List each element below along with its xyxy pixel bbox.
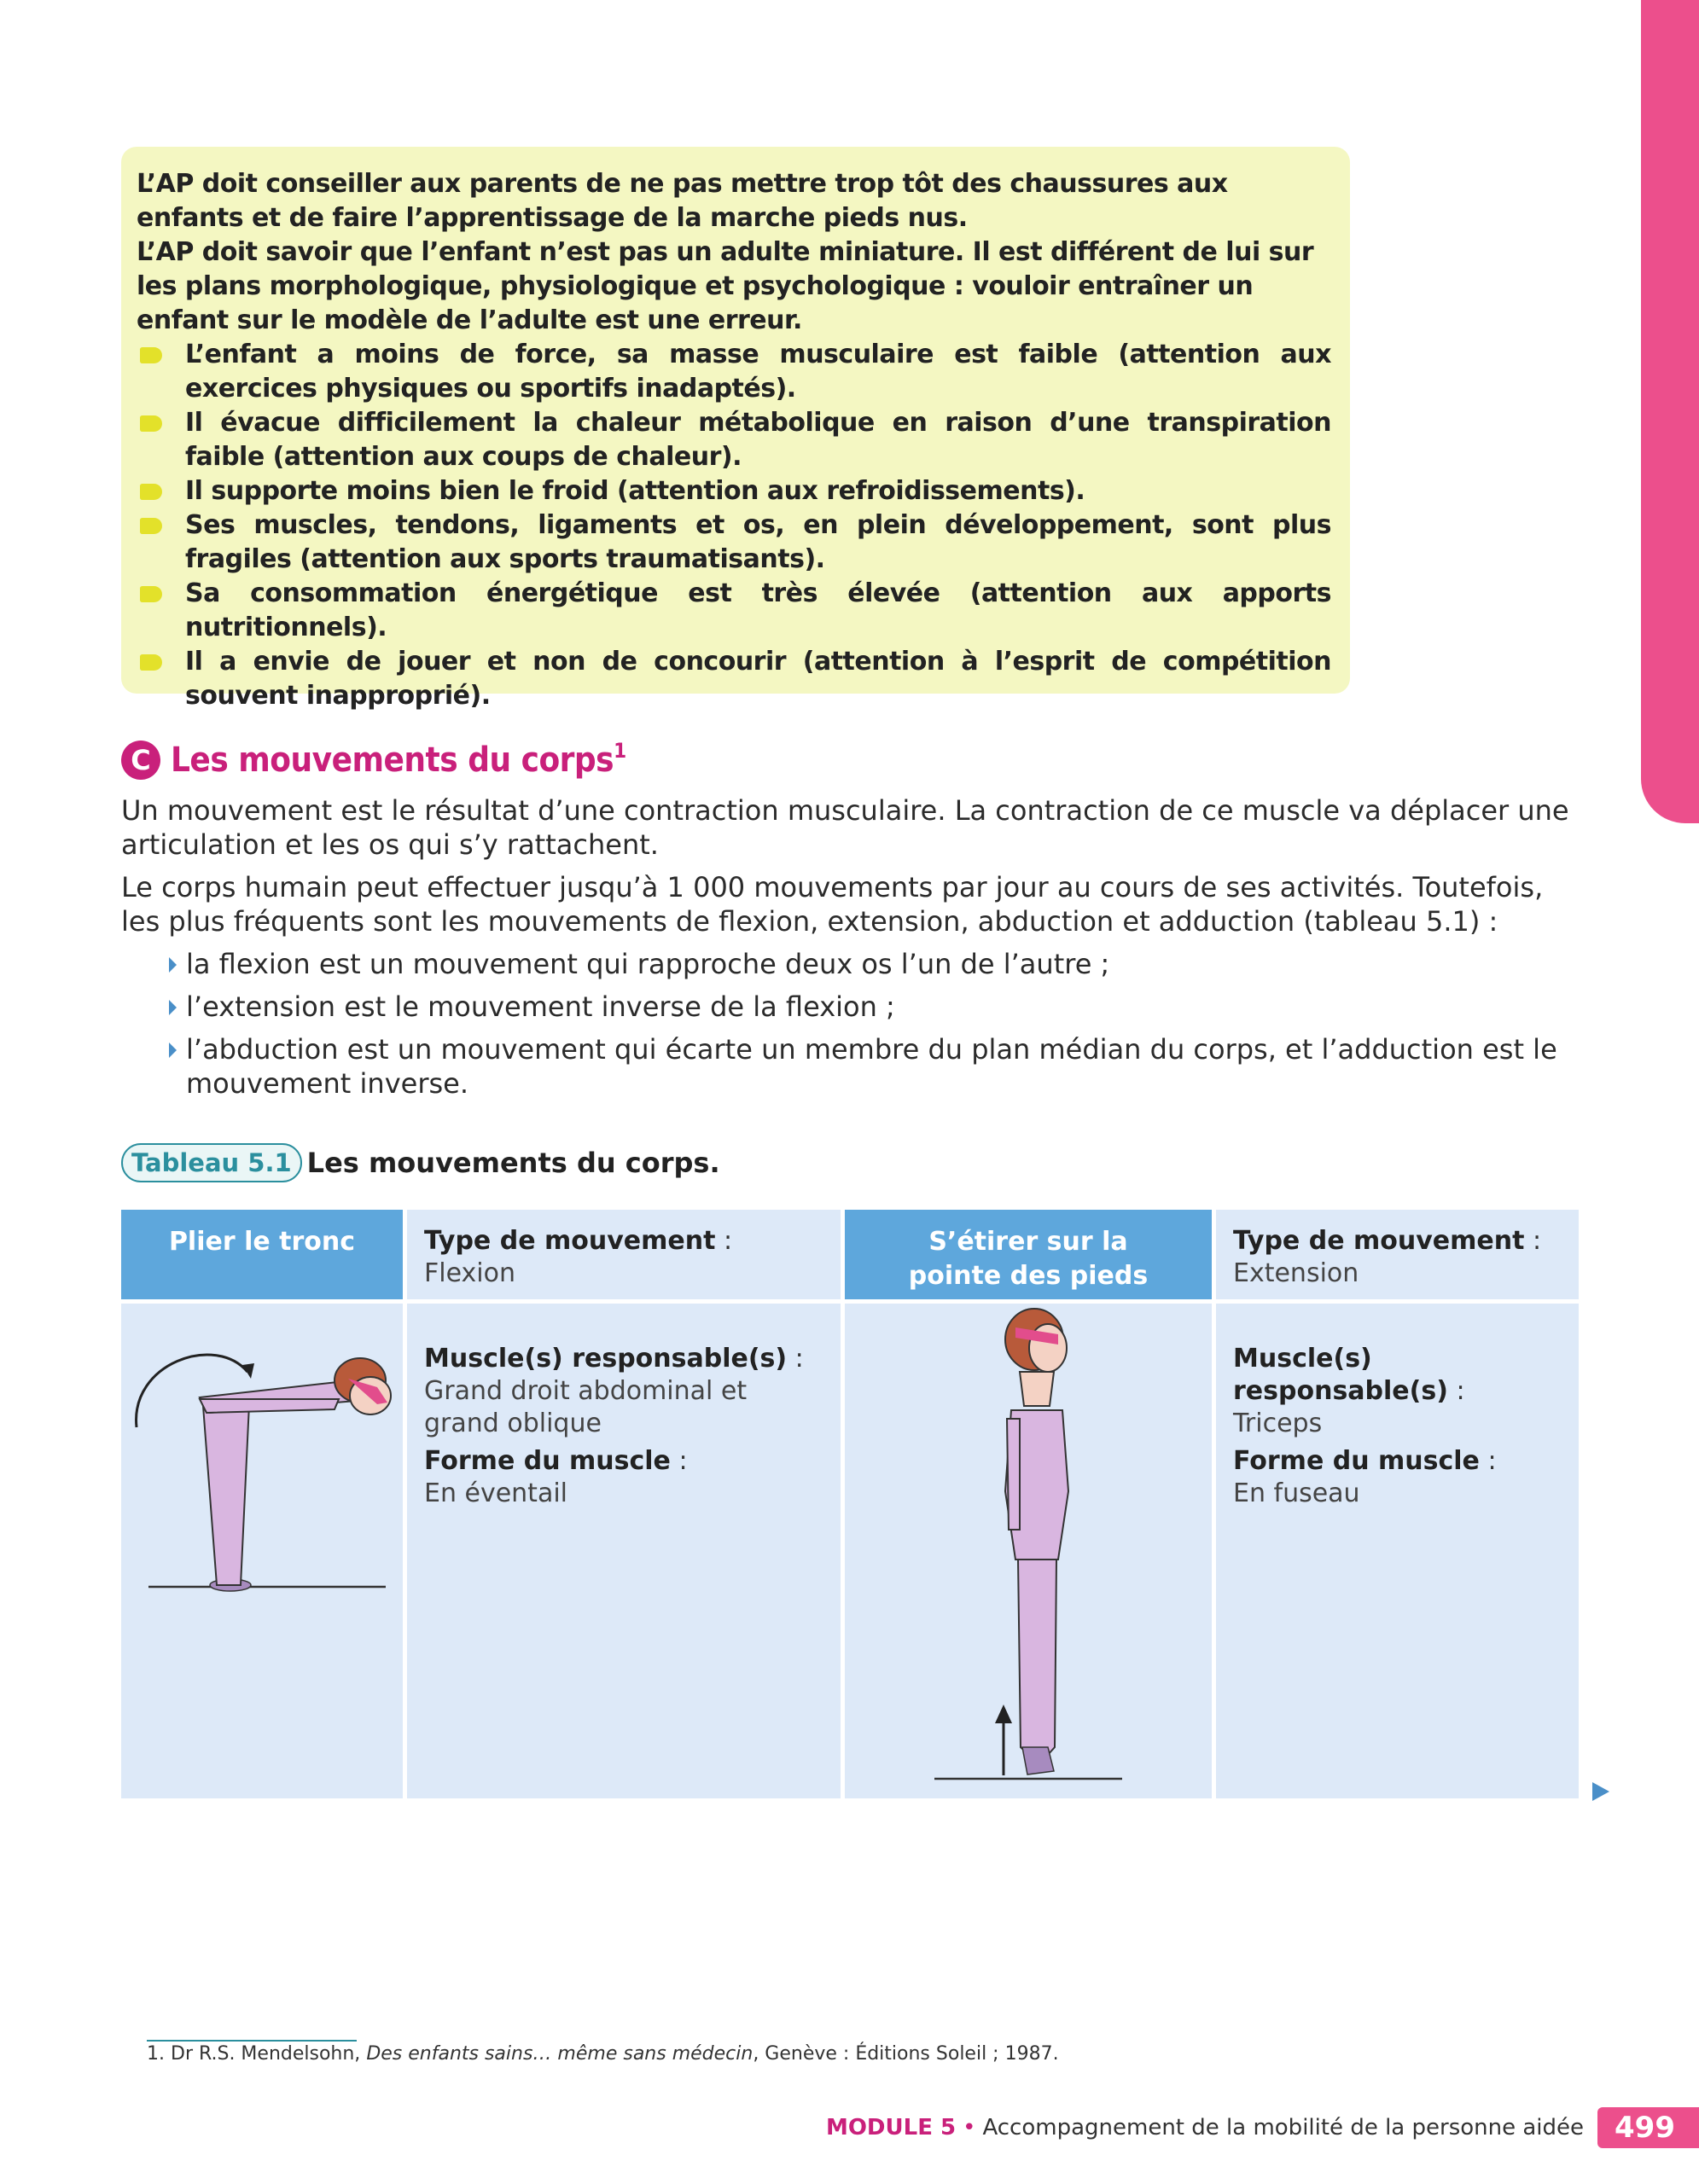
footer-module: MODULE 5 <box>825 2115 957 2140</box>
callout-paragraph-1: L’AP doit conseiller aux parents de ne pas mettre trop tôt des chaussures aux enfants et de faire l’apprentissage de la marche pieds nus. <box>137 169 1228 233</box>
callout-bullet-item: L’enfant a moins de force, sa masse musculaire est faible (attention aux exercices physiques ou sportifs inadaptés). <box>137 338 1331 406</box>
bullet-icon <box>140 484 162 500</box>
table-illustration-cell-1 <box>121 1304 403 1798</box>
callout-paragraph-2: L’AP doit savoir que l’enfant n’est pas un adulte miniature. Il est différent de lui sur les plans morphologique, physiologique et psychologique : vouloir entraîner un enfant sur le modèle de l’adulte est une erreur. <box>137 237 1314 335</box>
bullet-icon <box>140 654 162 671</box>
table-cell-details-1: Muscle(s) responsable(s) : Grand droit abdominal et grand oblique Forme du muscle : En éventail <box>407 1304 841 1798</box>
table-header-bend-trunk: Plier le tronc <box>121 1210 403 1299</box>
footnote-ref[interactable]: 1 <box>614 739 626 763</box>
movement-definition-list <box>121 947 1580 1101</box>
bending-person-illustration <box>121 1304 403 1798</box>
body-paragraph-2: Le corps humain peut effectuer jusqu’à 1 000 mouvements par jour au cours de ses activités. Toutefois, les plus fréquents sont les mouvements de flexion, extension, abduction et adduction (tableau 5.1) : <box>121 871 1544 938</box>
table-header-tiptoe: S’étirer sur la pointe des pieds <box>845 1210 1212 1299</box>
page-footer <box>826 2107 1699 2148</box>
triangle-bullet-icon <box>169 1043 177 1058</box>
bullet-icon <box>140 347 162 363</box>
section-letter-badge: C <box>121 741 160 780</box>
callout-bullet-item: Il évacue difficilement la chaleur métabolique en raison d’une transpiration faible (attention aux coups de chaleur). <box>137 406 1331 474</box>
list-item: l’abduction est un mouvement qui écarte un membre du plan médian du corps, et l’adduction est le mouvement inverse. <box>121 1032 1580 1101</box>
section-heading <box>121 735 626 785</box>
bullet-icon <box>140 415 162 432</box>
footer-title: Accompagnement de la mobilité de la personne aidée <box>982 2115 1585 2140</box>
table-caption-text: Les mouvements du corps. <box>306 1147 720 1179</box>
body-paragraph-1: Un mouvement est le résultat d’une contraction musculaire. La contraction de ce muscle va déplacer une articulation et les os qui s’y rattachent. <box>121 794 1569 861</box>
list-item: la flexion est un mouvement qui rapproche deux os l’un de l’autre ; <box>121 947 1580 981</box>
bullet-icon <box>140 586 162 602</box>
table-number-badge: Tableau 5.1 <box>121 1143 302 1182</box>
section-body <box>121 793 1580 1109</box>
chapter-side-tab <box>1641 0 1699 823</box>
table-cell-type-1: Type de mouvement : Flexion <box>407 1210 841 1299</box>
tiptoe-person-illustration <box>845 1304 1212 1798</box>
info-callout <box>121 147 1350 711</box>
callout-bullet-list <box>137 338 1331 713</box>
footer-separator: • <box>963 2115 976 2140</box>
triangle-bullet-icon <box>169 957 177 973</box>
callout-bullet-item: Il a envie de jouer et non de concourir (attention à l’esprit de compétition souvent inapproprié). <box>137 645 1331 713</box>
movements-table <box>121 1210 1579 1798</box>
bullet-icon <box>140 518 162 534</box>
list-item: l’extension est le mouvement inverse de la flexion ; <box>121 990 1580 1024</box>
footnote: 1. Dr R.S. Mendelsohn, Des enfants sains… même sans médecin, Genève : Éditions Soleil ; 1987. <box>147 2043 1059 2065</box>
page-number: 499 <box>1597 2107 1699 2148</box>
footnote-divider <box>147 2040 357 2042</box>
callout-bullet-item: Ses muscles, tendons, ligaments et os, en plein développement, sont plus fragiles (attention aux sports traumatisants). <box>137 508 1331 577</box>
callout-bullet-item: Sa consommation énergétique est très élevée (attention aux apports nutritionnels). <box>137 577 1331 645</box>
continue-arrow-icon <box>1592 1782 1609 1801</box>
table-cell-type-2: Type de mouvement : Extension <box>1216 1210 1579 1299</box>
table-illustration-cell-2 <box>845 1304 1212 1798</box>
table-cell-details-2: Muscle(s) responsable(s) : Triceps Forme du muscle : En fuseau <box>1216 1304 1579 1798</box>
callout-bullet-item: Il supporte moins bien le froid (attention aux refroidissements). <box>137 474 1331 508</box>
triangle-bullet-icon <box>169 1000 177 1015</box>
table-caption <box>121 1141 720 1184</box>
section-title: Les mouvements du corps$^1$ <box>171 739 626 780</box>
